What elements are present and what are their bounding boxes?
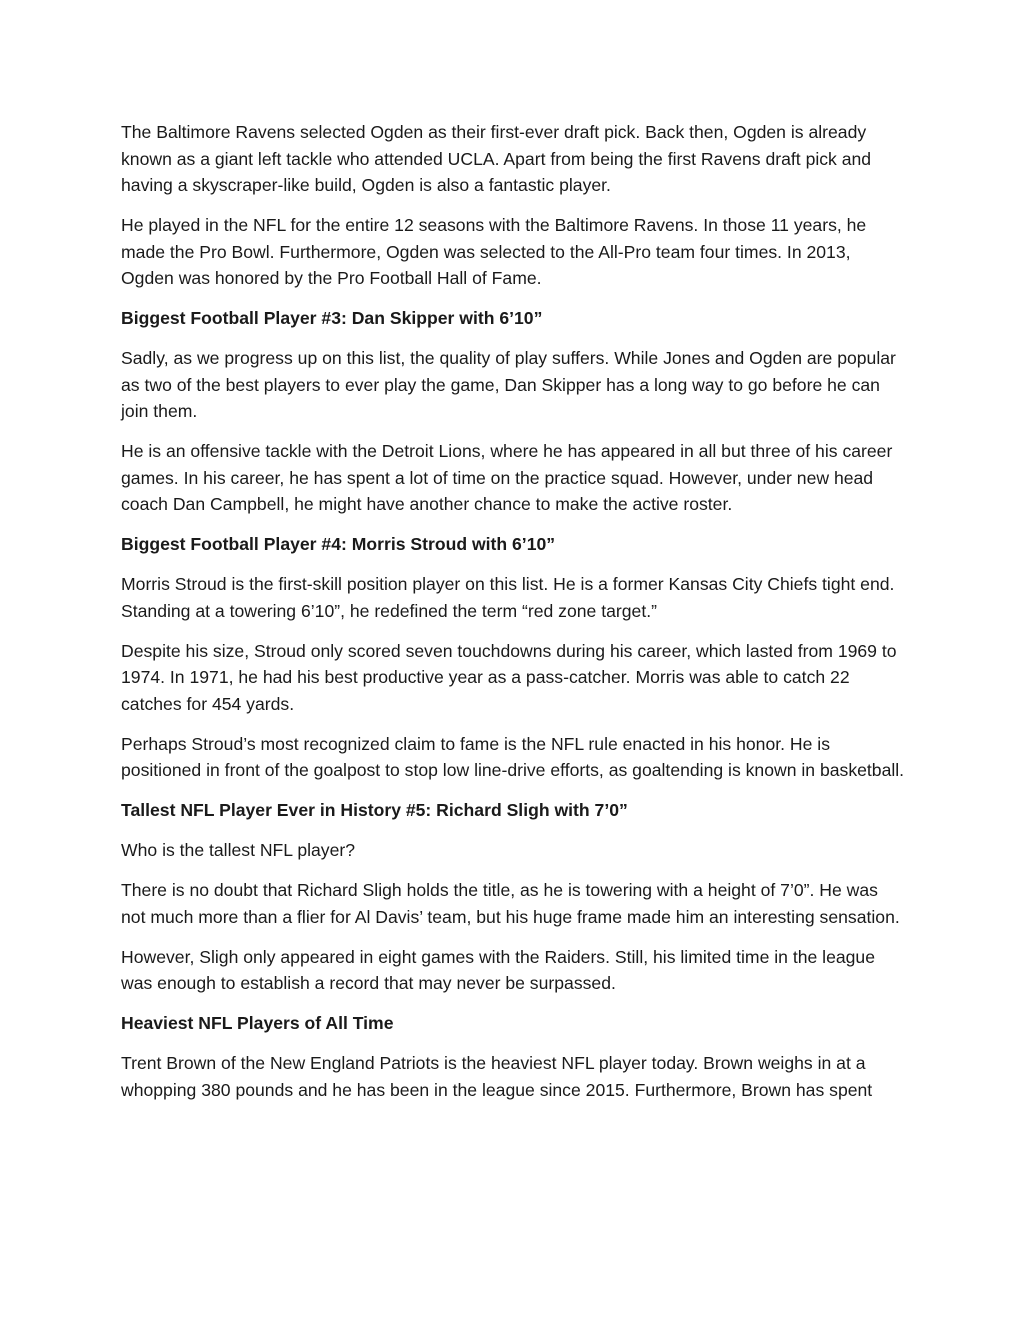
- heading-dan-skipper: Biggest Football Player #3: Dan Skipper with 6’10”: [121, 308, 543, 328]
- heading-morris-stroud: Biggest Football Player #4: Morris Stroud with 6’10”: [121, 534, 556, 554]
- paragraph-trent-brown: Trent Brown of the New England Patriots is the heaviest NFL player today. Brown weighs in at a whopping 380 pounds and he has been in the league since 2015. Furthermore, Brown has spent: [121, 1053, 873, 1100]
- paragraph-skipper-intro: Sadly, as we progress up on this list, the quality of play suffers. While Jones and Ogden are popular as two of the best players to ever play the game, Dan Skipper has a long way to go before he can join them.: [121, 348, 896, 421]
- paragraph-ogden-career: He played in the NFL for the entire 12 seasons with the Baltimore Ravens. In those 11 years, he made the Pro Bowl. Furthermore, Ogden was selected to the All-Pro team four times. In 2013, Ogden was honored by the Pro Football Hall of Fame.: [121, 215, 867, 288]
- paragraph-stroud-rule: Perhaps Stroud’s most recognized claim to fame is the NFL rule enacted in his honor. He is positioned in front of the goalpost to stop low line-drive efforts, as goaltending is known in basketball.: [121, 733, 905, 780]
- paragraph-stroud-intro: Morris Stroud is the first-skill position player on this list. He is a former Kansas City Chiefs tight end. Standing at a towering 6’10”, he redefined the term “red zone target.”: [121, 574, 895, 621]
- paragraph-stroud-career: Despite his size, Stroud only scored seven touchdowns during his career, which lasted from 1969 to 1974. In 1971, he had his best productive year as a pass-catcher. Morris was able to catch 22 catches for 454 yards.: [121, 640, 897, 714]
- paragraph-skipper-career: He is an offensive tackle with the Detroit Lions, where he has appeared in all but three of his career games. In his career, he has spent a lot of time on the practice squad. However, under new head coach Dan Campbell, he might have another chance to make the active roster.: [121, 441, 893, 514]
- heading-heaviest-players: Heaviest NFL Players of All Time: [121, 1013, 394, 1033]
- paragraph-sligh-career: However, Sligh only appeared in eight games with the Raiders. Still, his limited time in the league was enough to establish a record that may never be surpassed.: [121, 946, 875, 993]
- paragraph-tallest-question: Who is the tallest NFL player?: [121, 840, 356, 860]
- paragraph-ogden-draft: The Baltimore Ravens selected Ogden as their first-ever draft pick. Back then, Ogden is already known as a giant left tackle who attended UCLA. Apart from being the first Ravens draft pick and having a skyscraper-like build, Ogden is also a fantastic player.: [121, 122, 872, 195]
- heading-richard-sligh: Tallest NFL Player Ever in History #5: Richard Sligh with 7’0”: [121, 800, 628, 820]
- document-page: [121, 119, 907, 1117]
- paragraph-sligh-intro: There is no doubt that Richard Sligh holds the title, as he is towering with a height of 7’0”. He was not much more than a flier for Al Davis’ team, but his huge frame made him an interesting sensation.: [121, 880, 900, 927]
